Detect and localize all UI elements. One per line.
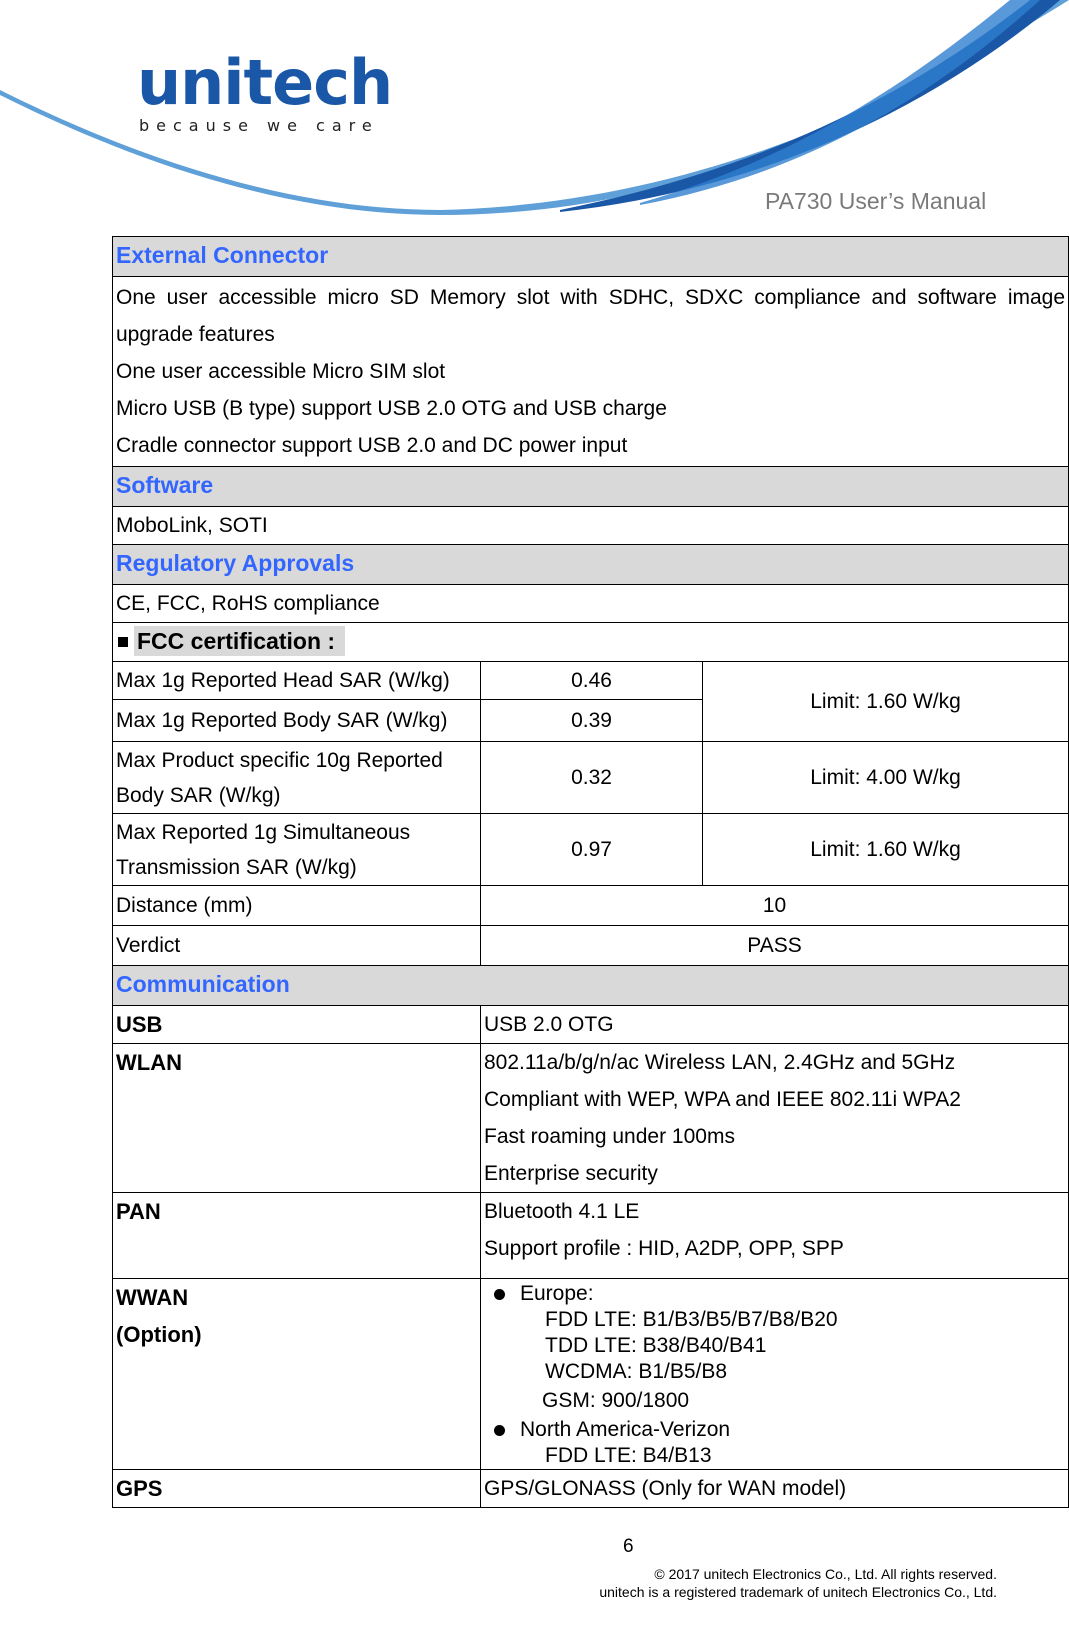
sar-label: Max Reported 1g Simultaneous Transmission SAR (W/kg) xyxy=(113,814,481,886)
distance-label: Distance (mm) xyxy=(113,886,481,926)
ext-line: One user accessible Micro SIM slot xyxy=(116,360,446,383)
section-external-connector: External Connector xyxy=(113,237,1069,277)
usb-value: USB 2.0 OTG xyxy=(481,1006,1069,1044)
wwan-band: FDD LTE: B1/B3/B5/B7/B8/B20 xyxy=(545,1308,838,1331)
ext-line: Cradle connector support USB 2.0 and DC power input xyxy=(116,434,628,457)
verdict-label: Verdict xyxy=(113,926,481,966)
wlan-label: WLAN xyxy=(113,1044,481,1193)
wwan-option: (Option) xyxy=(116,1322,202,1347)
square-bullet-icon xyxy=(118,637,128,647)
wlan-values xyxy=(481,1044,1069,1193)
gps-value: GPS/GLONASS (Only for WAN model) xyxy=(481,1470,1069,1508)
ext-line: One user accessible micro SD Memory slot with SDHC, SDXC compliance and software image upgrade features xyxy=(116,286,1066,346)
wwan-band: GSM: 900/1800 xyxy=(542,1389,690,1412)
manual-title: PA730 User’s Manual xyxy=(765,188,987,214)
wwan-label-cell xyxy=(113,1279,481,1470)
wwan-band: TDD LTE: B38/B40/B41 xyxy=(545,1334,767,1357)
logo-wordmark: unitech xyxy=(137,46,393,119)
sar-limit: Limit: 1.60 W/kg xyxy=(703,662,1069,742)
wlan-line: Enterprise security xyxy=(484,1162,658,1185)
wwan-band: FDD LTE: B4/B13 xyxy=(545,1444,712,1467)
section-software: Software xyxy=(113,467,1069,507)
bullet-icon xyxy=(494,1425,505,1436)
wlan-line: Compliant with WEP, WPA and IEEE 802.11i WPA2 xyxy=(484,1088,961,1111)
sar-value: 0.46 xyxy=(481,662,703,700)
unitech-logo xyxy=(137,46,393,135)
wwan-label: WWAN xyxy=(116,1285,189,1310)
copyright-notice: © 2017 unitech Electronics Co., Ltd. All rights reserved. xyxy=(654,1566,997,1582)
spec-table xyxy=(112,236,1069,1508)
verdict-value: PASS xyxy=(481,926,1069,966)
usb-label: USB xyxy=(113,1006,481,1044)
fcc-heading-row xyxy=(113,623,1069,662)
sar-value: 0.97 xyxy=(481,814,703,886)
fcc-heading: FCC certification : xyxy=(134,626,345,656)
section-regulatory: Regulatory Approvals xyxy=(113,545,1069,585)
bullet-icon xyxy=(494,1289,505,1300)
sar-value: 0.39 xyxy=(481,700,703,742)
trademark-notice: unitech is a registered trademark of unitech Electronics Co., Ltd. xyxy=(599,1584,997,1600)
sar-limit: Limit: 4.00 W/kg xyxy=(703,742,1069,814)
page-number: 6 xyxy=(623,1536,634,1557)
pan-label: PAN xyxy=(113,1193,481,1279)
wwan-region: Europe: xyxy=(520,1282,594,1305)
wlan-line: 802.11a/b/g/n/ac Wireless LAN, 2.4GHz and 5GHz xyxy=(484,1051,956,1074)
pan-values xyxy=(481,1193,1069,1279)
wlan-line: Fast roaming under 100ms xyxy=(484,1125,735,1148)
sar-limit: Limit: 1.60 W/kg xyxy=(703,814,1069,886)
section-communication: Communication xyxy=(113,966,1069,1006)
wwan-region: North America-Verizon xyxy=(520,1418,731,1441)
distance-value: 10 xyxy=(481,886,1069,926)
logo-tagline: because we care xyxy=(139,116,379,135)
external-connector-body xyxy=(113,277,1069,467)
ext-line: Micro USB (B type) support USB 2.0 OTG and USB charge xyxy=(116,397,667,420)
wwan-values xyxy=(481,1279,1069,1470)
pan-line: Support profile : HID, A2DP, OPP, SPP xyxy=(484,1237,844,1260)
sar-label: Max 1g Reported Head SAR (W/kg) xyxy=(113,662,481,700)
pan-line: Bluetooth 4.1 LE xyxy=(484,1200,640,1223)
regulatory-value: CE, FCC, RoHS compliance xyxy=(113,585,1069,623)
sar-value: 0.32 xyxy=(481,742,703,814)
software-value: MoboLink, SOTI xyxy=(113,507,1069,545)
gps-label: GPS xyxy=(113,1470,481,1508)
wwan-band: WCDMA: B1/B5/B8 xyxy=(545,1360,728,1383)
sar-label: Max 1g Reported Body SAR (W/kg) xyxy=(113,700,481,742)
sar-label: Max Product specific 10g Reported Body SAR (W/kg) xyxy=(113,742,481,814)
